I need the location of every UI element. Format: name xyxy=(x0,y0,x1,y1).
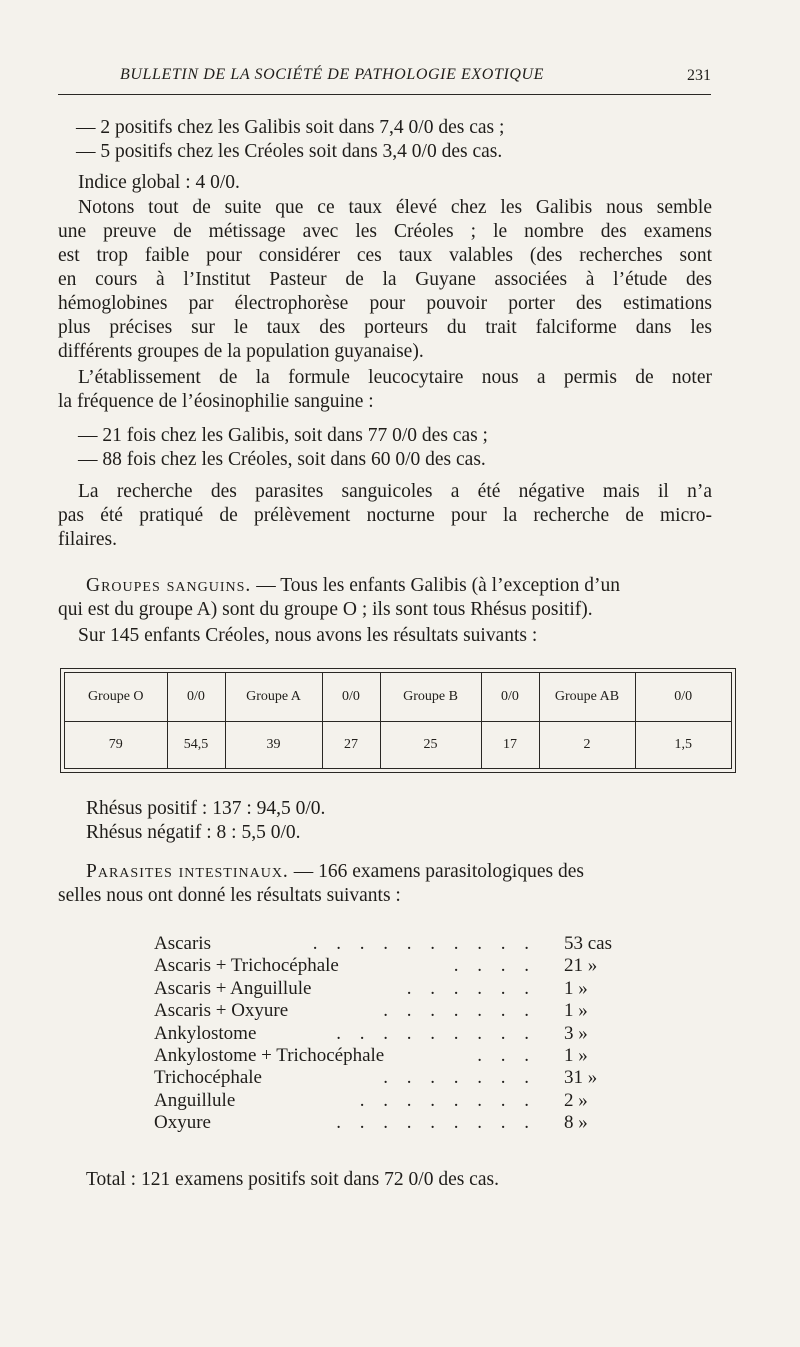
column-header: Groupe O xyxy=(65,673,167,722)
intestinal-parasites-text: — 166 examens parasitologiques des xyxy=(288,861,584,882)
creoles-eosinophilia-line: — 88 fois chez les Créoles, soit dans 60 0/0 des cas. xyxy=(78,449,486,470)
running-header xyxy=(58,64,711,95)
blood-groups-heading: Groupes sanguins. xyxy=(86,575,252,596)
intestinal-parasites-heading: Parasites intestinaux. xyxy=(86,861,289,882)
blood-groups-text: — Tous les enfants Galibis (à l’exception d’un xyxy=(251,575,621,596)
parasite-name: Trichocéphale xyxy=(154,1067,262,1089)
leader-dots: . . . . . . . . . xyxy=(336,1112,536,1134)
parasite-name: Anguillule xyxy=(154,1089,236,1111)
parasite-name: Ascaris + Oxyure xyxy=(154,1000,289,1022)
column-header: 0/0 xyxy=(635,673,731,722)
column-header: Groupe B xyxy=(380,673,481,722)
paragraph-line: selles nous ont donné les résultats suivants : xyxy=(58,885,401,906)
paragraph-line: filaires. xyxy=(58,529,118,550)
parasite-count: 1 » xyxy=(564,977,588,999)
leader-dots: . . . . . . . xyxy=(383,1067,536,1089)
column-header: Groupe AB xyxy=(539,673,635,722)
table-cell: 27 xyxy=(322,722,380,769)
leader-dots: . . . . xyxy=(453,955,536,977)
parasite-count: 1 » xyxy=(564,1044,588,1066)
paragraph-line: plus précises sur le taux des porteurs du trait falciforme dans les xyxy=(58,317,712,338)
parasite-name: Ankylostome xyxy=(154,1022,257,1044)
paragraph-line: une preuve de métissage avec les Créoles ; le nombre des examens xyxy=(58,221,712,242)
parasite-name: Ascaris + Trichocéphale xyxy=(154,955,339,977)
table-cell: 25 xyxy=(380,722,481,769)
list-item xyxy=(154,1067,624,1089)
list-item xyxy=(154,933,624,955)
blood-group-grid xyxy=(65,673,731,768)
paragraph-line: La recherche des parasites sanguicoles a été négative mais il n’a xyxy=(78,481,712,502)
list-item xyxy=(154,1112,624,1134)
table-cell: 2 xyxy=(539,722,635,769)
table-cell: 79 xyxy=(108,737,123,752)
rhesus-positive-line: Rhésus positif : 137 : 94,5 0/0. xyxy=(86,798,326,819)
parasite-count: 2 » xyxy=(564,1089,588,1111)
galibis-eosinophilia-line: — 21 fois chez les Galibis, soit dans 77 0/0 des cas ; xyxy=(78,425,488,446)
blood-groups-heading-line xyxy=(86,574,712,598)
parasite-name: Ascaris xyxy=(154,933,211,954)
total-line: Total : 121 examens positifs soit dans 72 0/0 des cas. xyxy=(86,1169,499,1190)
paragraph-line: pas été pratiqué de prélèvement nocturne pour la recherche de micro- xyxy=(58,505,712,526)
paragraph-line: Sur 145 enfants Créoles, nous avons les résultats suivants : xyxy=(78,625,538,646)
list-item xyxy=(154,978,624,1000)
galibis-positive-line: — 2 positifs chez les Galibis soit dans 7,4 0/0 des cas ; xyxy=(76,117,505,138)
parasite-name: Ascaris + Anguillule xyxy=(154,977,312,999)
journal-title: BULLETIN DE LA SOCIÉTÉ DE PATHOLOGIE EXOTIQUE xyxy=(120,66,545,83)
table-cell: 54,5 xyxy=(167,722,225,769)
parasite-count: 31 » xyxy=(564,1067,598,1089)
column-header: 0/0 xyxy=(481,673,539,722)
intestinal-parasites-heading-line xyxy=(86,860,712,884)
list-item xyxy=(154,1045,624,1067)
paragraph-line: la fréquence de l’éosinophilie sanguine : xyxy=(58,391,374,412)
paragraph-line: en cours à l’Institut Pasteur de la Guyane associées à l’étude des xyxy=(58,269,712,290)
parasite-name: Ankylostome + Trichocéphale xyxy=(154,1044,385,1066)
leader-dots: . . . . . . xyxy=(406,977,536,999)
table-row xyxy=(65,722,731,769)
column-header: 0/0 xyxy=(167,673,225,722)
paragraph-line: qui est du groupe A) sont du groupe O ; ils sont tous Rhésus positif). xyxy=(58,599,593,620)
paragraph-line: différents groupes de la population guyanaise). xyxy=(58,341,424,362)
paragraph-line: hémoglobines par électrophorèse pour pouvoir porter des estimations xyxy=(58,293,712,314)
parasite-count: 1 » xyxy=(564,1000,588,1022)
leader-dots: . . . xyxy=(477,1044,536,1066)
parasite-name: Oxyure xyxy=(154,1112,211,1134)
leader-dots: . . . . . . . . . xyxy=(336,1022,536,1044)
column-header: Groupe A xyxy=(225,673,322,722)
paragraph-line: est trop faible pour considérer ces taux valables (des recherches sont xyxy=(58,245,712,266)
list-item xyxy=(154,1090,624,1112)
global-index-line: Indice global : 4 0/0. xyxy=(78,172,240,193)
leader-dots: . . . . . . . . xyxy=(359,1089,536,1111)
paragraph-line: Notons tout de suite que ce taux élevé chez les Galibis nous semble xyxy=(78,197,712,218)
parasite-count: 8 » xyxy=(564,1112,588,1134)
list-item xyxy=(154,1000,624,1022)
leader-dots: . . . . . . . . . . xyxy=(312,933,536,954)
parasite-count: 21 » xyxy=(564,955,598,977)
table-cell: 39 xyxy=(225,722,322,769)
list-item xyxy=(154,1023,624,1045)
column-header: 0/0 xyxy=(322,673,380,722)
table-header-row xyxy=(65,673,731,722)
creoles-positive-line: — 5 positifs chez les Créoles soit dans 3,4 0/0 des cas. xyxy=(76,141,503,162)
parasite-count: 3 » xyxy=(564,1022,588,1044)
page-number: 231 xyxy=(687,67,711,84)
table-cell: 1,5 xyxy=(635,722,731,769)
paragraph-line: L’établissement de la formule leucocytaire nous a permis de noter xyxy=(78,367,712,388)
parasite-results-list xyxy=(154,933,624,1135)
rhesus-negative-line: Rhésus négatif : 8 : 5,5 0/0. xyxy=(86,822,301,843)
parasite-count: 53 cas xyxy=(564,933,613,954)
blood-group-table xyxy=(60,668,736,773)
list-item xyxy=(154,955,624,977)
leader-dots: . . . . . . . xyxy=(383,1000,536,1022)
table-cell: 17 xyxy=(481,722,539,769)
